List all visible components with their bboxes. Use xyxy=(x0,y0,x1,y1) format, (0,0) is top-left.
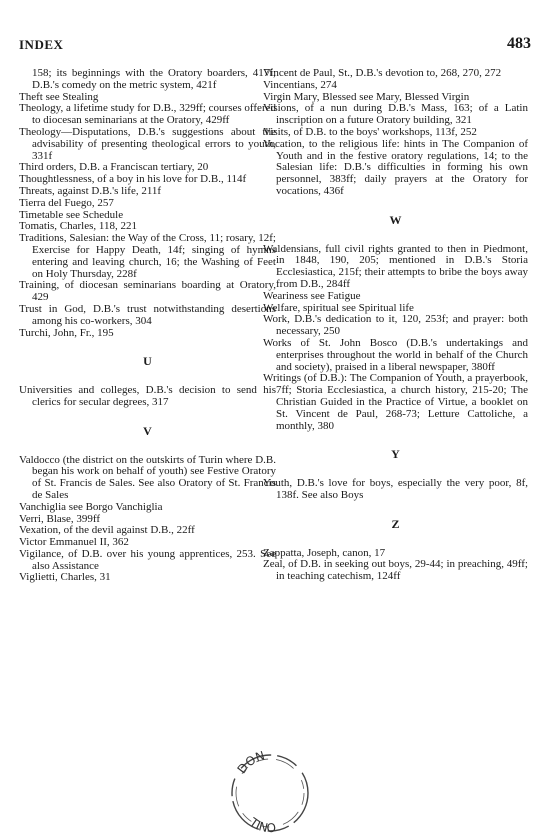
section-letter: W xyxy=(389,212,402,227)
index-entry: Vanchiglia see Borgo Vanchiglia xyxy=(19,500,163,513)
index-entry: Verri, Blase, 399ff xyxy=(19,512,101,525)
index-entry: Visits, of D.B. to the boys' workshops, 113f, 252 xyxy=(263,125,477,138)
index-entry: Theology, a lifetime study for D.B., 329ff; courses offered to diocesan seminarians at the Oratory, 429ff xyxy=(19,102,276,127)
index-entry: Traditions, Salesian: the Way of the Cross, 11; rosary, 12f; Exercise for Happy Death, 14f; singing of hymns entering and leaving church, 16; the Washing of Feet on Holy Thursday, 228f xyxy=(19,232,276,280)
index-entry: Valdocco (the district on the outskirts of Turin where D.B. began his work on behalf of youth) see Festive Oratory of St. Francis de Sales. See also Oratory of St. Francis de Sales xyxy=(19,453,276,501)
stamp-top-text: DON xyxy=(234,748,267,777)
section-letter: Z xyxy=(391,516,400,531)
index-entry: Work, D.B.'s dedication to it, 120, 253f; and prayer: both necessary, 250 xyxy=(263,313,528,338)
index-entry: Vincent de Paul, St., D.B.'s devotion to, 268, 270, 272 xyxy=(263,67,502,79)
index-entry: Threats, against D.B.'s life, 211f xyxy=(19,184,162,197)
index-entry: Visions, of a nun during D.B.'s Mass, 163; of a Latin inscription on a future Oratory building, 321 xyxy=(263,102,528,127)
index-entry: Zappatta, Joseph, canon, 17 xyxy=(263,546,386,559)
index-entry: Welfare, spiritual see Spiritual life xyxy=(263,301,414,314)
index-entry: Vigilance, of D.B. over his young apprentices, 253. See also Assistance xyxy=(19,547,276,572)
index-entry: Training, of diocesan seminarians boarding at Oratory, 429 xyxy=(19,279,276,304)
index-entry: Theology—Disputations, D.B.'s suggestions about the advisability of presenting theological errors to youth, 331f xyxy=(19,125,276,162)
index-entry: Victor Emmanuel II, 362 xyxy=(19,536,129,549)
index-entry: Third orders, D.B. a Franciscan tertiary, 20 xyxy=(19,161,209,174)
index-entry: Writings (of D.B.): The Companion of Youth, a prayerbook, 7ff; Storia Ecclesiastica, a church history, 215-20; The Christian Guided in the Practice of Virtue, a booklet on St. Vincent de Paul, 268-73; Letture Cattoliche, a monthly, 380 xyxy=(263,372,528,432)
index-entry: Vocation, to the religious life: hints in The Companion of Youth and in the festive oratory regulations, 14; to the Salesian life: D.B.'s difficulties in forming his own personnel, 383ff; daily prayers at the Oratory for vocations, 436f xyxy=(263,137,528,197)
index-entry: Weariness see Fatigue xyxy=(263,289,361,302)
index-entry: Virgin Mary, Blessed see Mary, Blessed Virgin xyxy=(263,90,470,103)
index-entry: Tomatis, Charles, 118, 221 xyxy=(19,220,137,233)
index-column-left xyxy=(19,68,276,584)
index-entry: Vexation, of the devil against D.B., 22ff xyxy=(19,524,195,537)
index-column-right xyxy=(263,68,528,583)
section-letter: U xyxy=(143,354,152,369)
page-header xyxy=(19,37,531,57)
svg-text:DON xyxy=(235,748,267,776)
section-letter: V xyxy=(143,423,152,438)
index-entry: Waldensians, full civil rights granted to then in Piedmont, in 1848, 190, 205; mentioned in D.B.'s Storia Ecclesiastica, 215f; their attempts to bribe the boys away from D.B., 284ff xyxy=(263,242,528,290)
index-entry: Zeal, of D.B. in seeking out boys, 29-44; in preaching, 49ff; in teaching catechism, 124ff xyxy=(263,558,528,583)
library-stamp-icon xyxy=(222,743,317,835)
index-entry: Viglietti, Charles, 31 xyxy=(19,571,111,584)
index-entry: 158; its beginnings with the Oratory boarders, 417f; D.B.'s comedy on the metric system, 421f xyxy=(32,67,276,91)
index-entry: Turchi, John, Fr., 195 xyxy=(19,326,114,339)
index-entry: Universities and colleges, D.B.'s decision to send his clerics for secular degrees, 317 xyxy=(19,384,276,408)
stamp-bottom-text: TINO xyxy=(246,815,277,835)
index-entry: Thoughtlessness, of a boy in his love for D.B., 114f xyxy=(19,173,247,186)
page-number: 483 xyxy=(507,35,531,52)
index-title: INDEX xyxy=(19,37,64,52)
section-letter: Y xyxy=(391,447,400,462)
index-entry: Works of St. John Bosco (D.B.'s undertakings and enterprises throughout the world in behalf of the Church and society), praised in a liberal newspaper, 380ff xyxy=(263,336,528,373)
index-entry: Timetable see Schedule xyxy=(19,208,124,221)
index-entry: Youth, D.B.'s love for boys, especially the very poor, 8f, 138f. See also Boys xyxy=(263,477,528,501)
index-entry: Vincentians, 274 xyxy=(263,78,337,91)
svg-text:TINO xyxy=(246,815,276,835)
index-entry: Theft see Stealing xyxy=(19,90,99,103)
index-entry: Tierra del Fuego, 257 xyxy=(19,196,114,209)
index-entry: Trust in God, D.B.'s trust notwithstanding desertions among his co-workers, 304 xyxy=(19,302,276,327)
